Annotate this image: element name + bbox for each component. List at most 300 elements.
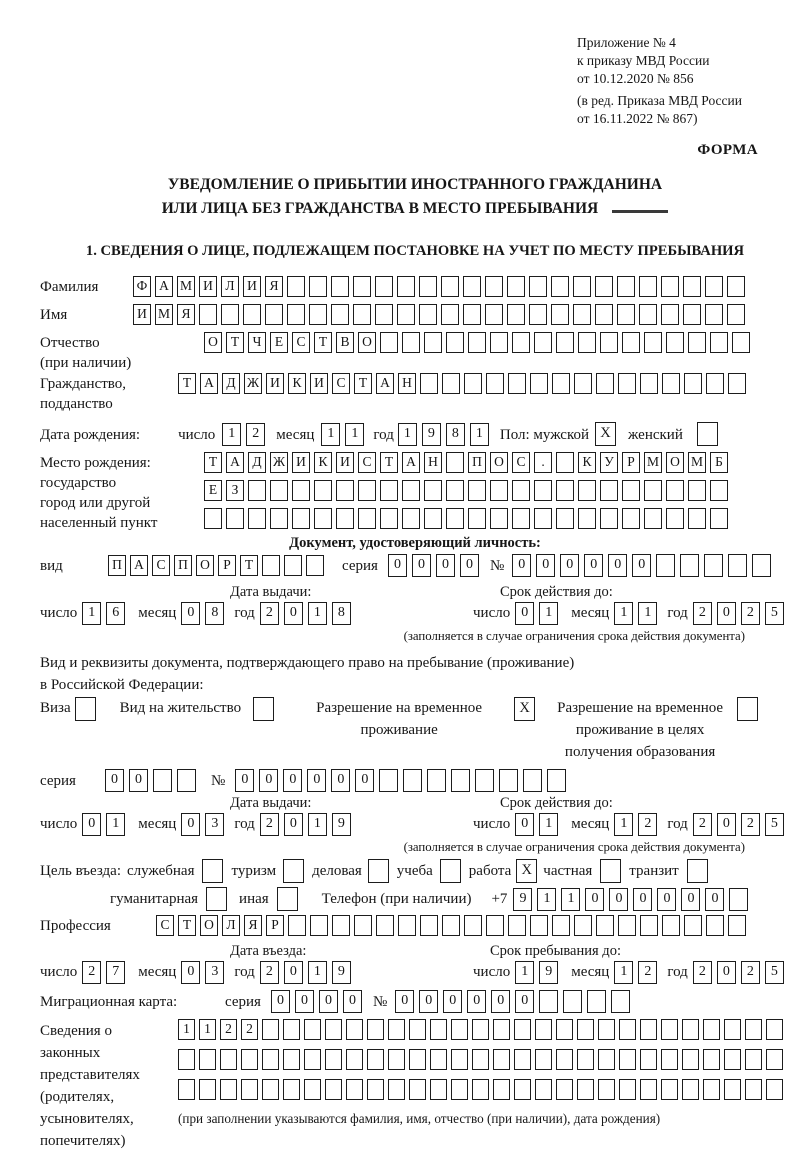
- char-cell[interactable]: 0: [284, 961, 303, 984]
- char-cell[interactable]: [380, 480, 398, 501]
- char-cell[interactable]: [336, 508, 354, 529]
- char-cell[interactable]: 3: [205, 813, 224, 836]
- char-cell[interactable]: 1: [82, 602, 101, 625]
- char-cell[interactable]: [353, 276, 371, 297]
- char-cell[interactable]: [745, 1049, 762, 1070]
- char-cell[interactable]: [600, 480, 618, 501]
- char-cell[interactable]: [644, 480, 662, 501]
- char-cell[interactable]: [728, 373, 746, 394]
- char-cell[interactable]: [468, 508, 486, 529]
- char-cell[interactable]: [703, 1079, 720, 1100]
- char-cell[interactable]: [539, 990, 558, 1013]
- purpose-other-checkbox[interactable]: [277, 887, 298, 911]
- char-cell[interactable]: [243, 304, 261, 325]
- char-cell[interactable]: Т: [178, 373, 196, 394]
- char-cell[interactable]: 2: [638, 813, 657, 836]
- char-cell[interactable]: 2: [241, 1019, 258, 1040]
- char-cell[interactable]: А: [376, 373, 394, 394]
- char-cell[interactable]: И: [199, 276, 217, 297]
- char-cell[interactable]: 5: [765, 813, 784, 836]
- char-cell[interactable]: 1: [614, 602, 633, 625]
- char-cell[interactable]: [556, 1079, 573, 1100]
- char-cell[interactable]: 0: [657, 888, 676, 911]
- char-cell[interactable]: 0: [536, 554, 555, 577]
- char-cell[interactable]: Ф: [133, 276, 151, 297]
- char-cell[interactable]: [248, 508, 266, 529]
- char-cell[interactable]: [220, 1079, 237, 1100]
- char-cell[interactable]: [375, 304, 393, 325]
- char-cell[interactable]: [287, 276, 305, 297]
- char-cell[interactable]: [534, 508, 552, 529]
- char-cell[interactable]: 0: [609, 888, 628, 911]
- char-cell[interactable]: 8: [332, 602, 351, 625]
- char-cell[interactable]: 0: [412, 554, 431, 577]
- char-cell[interactable]: 8: [446, 423, 465, 446]
- char-cell[interactable]: [732, 332, 750, 353]
- char-cell[interactable]: [446, 508, 464, 529]
- char-cell[interactable]: [464, 915, 482, 936]
- char-cell[interactable]: 0: [181, 813, 200, 836]
- char-cell[interactable]: 2: [638, 961, 657, 984]
- char-cell[interactable]: 0: [717, 961, 736, 984]
- char-cell[interactable]: 1: [321, 423, 340, 446]
- purpose-tourism-checkbox[interactable]: [283, 859, 304, 883]
- char-cell[interactable]: [427, 769, 446, 792]
- char-cell[interactable]: [248, 480, 266, 501]
- char-cell[interactable]: 0: [419, 990, 438, 1013]
- char-cell[interactable]: [514, 1049, 531, 1070]
- char-cell[interactable]: 2: [741, 602, 760, 625]
- char-cell[interactable]: О: [490, 452, 508, 473]
- char-cell[interactable]: [514, 1079, 531, 1100]
- char-cell[interactable]: [684, 373, 702, 394]
- char-cell[interactable]: [262, 1079, 279, 1100]
- char-cell[interactable]: 0: [705, 888, 724, 911]
- char-cell[interactable]: [420, 915, 438, 936]
- char-cell[interactable]: [265, 304, 283, 325]
- char-cell[interactable]: Т: [354, 373, 372, 394]
- char-cell[interactable]: А: [200, 373, 218, 394]
- char-cell[interactable]: [336, 480, 354, 501]
- char-cell[interactable]: 7: [106, 961, 125, 984]
- char-cell[interactable]: [618, 915, 636, 936]
- char-cell[interactable]: [402, 508, 420, 529]
- char-cell[interactable]: 0: [283, 769, 302, 792]
- char-cell[interactable]: [346, 1019, 363, 1040]
- char-cell[interactable]: [306, 555, 324, 576]
- purpose-business-checkbox[interactable]: [368, 859, 389, 883]
- char-cell[interactable]: [451, 1049, 468, 1070]
- char-cell[interactable]: [331, 304, 349, 325]
- char-cell[interactable]: 1: [638, 602, 657, 625]
- char-cell[interactable]: 0: [395, 990, 414, 1013]
- char-cell[interactable]: [666, 480, 684, 501]
- char-cell[interactable]: 0: [331, 769, 350, 792]
- char-cell[interactable]: [688, 332, 706, 353]
- char-cell[interactable]: 0: [82, 813, 101, 836]
- char-cell[interactable]: [472, 1019, 489, 1040]
- char-cell[interactable]: [442, 915, 460, 936]
- char-cell[interactable]: [287, 304, 305, 325]
- char-cell[interactable]: [577, 1049, 594, 1070]
- char-cell[interactable]: [512, 508, 530, 529]
- char-cell[interactable]: Р: [266, 915, 284, 936]
- char-cell[interactable]: [178, 1079, 195, 1100]
- char-cell[interactable]: [419, 276, 437, 297]
- char-cell[interactable]: [375, 276, 393, 297]
- char-cell[interactable]: [727, 304, 745, 325]
- char-cell[interactable]: [662, 915, 680, 936]
- char-cell[interactable]: [530, 915, 548, 936]
- char-cell[interactable]: [729, 888, 748, 911]
- temp-residence-edu-checkbox[interactable]: [737, 697, 758, 721]
- char-cell[interactable]: 0: [585, 888, 604, 911]
- char-cell[interactable]: [639, 304, 657, 325]
- char-cell[interactable]: 0: [307, 769, 326, 792]
- char-cell[interactable]: 1: [614, 813, 633, 836]
- char-cell[interactable]: [577, 1079, 594, 1100]
- char-cell[interactable]: [683, 304, 701, 325]
- char-cell[interactable]: [640, 1079, 657, 1100]
- char-cell[interactable]: 0: [259, 769, 278, 792]
- char-cell[interactable]: [573, 304, 591, 325]
- char-cell[interactable]: 5: [765, 602, 784, 625]
- char-cell[interactable]: С: [292, 332, 310, 353]
- char-cell[interactable]: 2: [741, 813, 760, 836]
- char-cell[interactable]: 1: [345, 423, 364, 446]
- char-cell[interactable]: К: [578, 452, 596, 473]
- char-cell[interactable]: [409, 1019, 426, 1040]
- char-cell[interactable]: [402, 332, 420, 353]
- char-cell[interactable]: [358, 508, 376, 529]
- char-cell[interactable]: Л: [221, 276, 239, 297]
- char-cell[interactable]: [397, 304, 415, 325]
- char-cell[interactable]: В: [336, 332, 354, 353]
- visa-checkbox[interactable]: [75, 697, 96, 721]
- char-cell[interactable]: [578, 480, 596, 501]
- char-cell[interactable]: [617, 304, 635, 325]
- char-cell[interactable]: [535, 1079, 552, 1100]
- char-cell[interactable]: [619, 1049, 636, 1070]
- char-cell[interactable]: [424, 480, 442, 501]
- char-cell[interactable]: [332, 915, 350, 936]
- char-cell[interactable]: [468, 332, 486, 353]
- char-cell[interactable]: 0: [512, 554, 531, 577]
- char-cell[interactable]: [600, 508, 618, 529]
- char-cell[interactable]: [388, 1019, 405, 1040]
- char-cell[interactable]: [534, 332, 552, 353]
- char-cell[interactable]: [644, 508, 662, 529]
- char-cell[interactable]: 5: [765, 961, 784, 984]
- char-cell[interactable]: 1: [470, 423, 489, 446]
- char-cell[interactable]: [314, 480, 332, 501]
- purpose-private-checkbox[interactable]: [600, 859, 621, 883]
- char-cell[interactable]: [310, 915, 328, 936]
- char-cell[interactable]: И: [243, 276, 261, 297]
- char-cell[interactable]: П: [108, 555, 126, 576]
- char-cell[interactable]: [552, 373, 570, 394]
- char-cell[interactable]: [752, 554, 771, 577]
- char-cell[interactable]: 2: [220, 1019, 237, 1040]
- char-cell[interactable]: [662, 373, 680, 394]
- char-cell[interactable]: [508, 373, 526, 394]
- char-cell[interactable]: [486, 373, 504, 394]
- char-cell[interactable]: [529, 304, 547, 325]
- char-cell[interactable]: 9: [513, 888, 532, 911]
- char-cell[interactable]: [551, 276, 569, 297]
- char-cell[interactable]: [661, 1019, 678, 1040]
- char-cell[interactable]: [578, 508, 596, 529]
- char-cell[interactable]: С: [156, 915, 174, 936]
- char-cell[interactable]: 3: [205, 961, 224, 984]
- char-cell[interactable]: [680, 554, 699, 577]
- char-cell[interactable]: 0: [105, 769, 124, 792]
- char-cell[interactable]: О: [666, 452, 684, 473]
- char-cell[interactable]: [682, 1049, 699, 1070]
- char-cell[interactable]: [573, 276, 591, 297]
- char-cell[interactable]: [451, 1019, 468, 1040]
- char-cell[interactable]: 0: [515, 602, 534, 625]
- char-cell[interactable]: А: [155, 276, 173, 297]
- char-cell[interactable]: [600, 332, 618, 353]
- char-cell[interactable]: [703, 1049, 720, 1070]
- char-cell[interactable]: [270, 480, 288, 501]
- char-cell[interactable]: 0: [717, 602, 736, 625]
- char-cell[interactable]: [640, 1019, 657, 1040]
- char-cell[interactable]: А: [226, 452, 244, 473]
- char-cell[interactable]: [221, 304, 239, 325]
- char-cell[interactable]: [574, 915, 592, 936]
- char-cell[interactable]: 0: [436, 554, 455, 577]
- char-cell[interactable]: [706, 915, 724, 936]
- char-cell[interactable]: Я: [265, 276, 283, 297]
- char-cell[interactable]: [640, 373, 658, 394]
- char-cell[interactable]: С: [152, 555, 170, 576]
- char-cell[interactable]: [367, 1049, 384, 1070]
- char-cell[interactable]: [367, 1079, 384, 1100]
- purpose-official-checkbox[interactable]: [202, 859, 223, 883]
- char-cell[interactable]: [331, 276, 349, 297]
- char-cell[interactable]: [346, 1079, 363, 1100]
- char-cell[interactable]: 0: [633, 888, 652, 911]
- char-cell[interactable]: [468, 480, 486, 501]
- char-cell[interactable]: [688, 480, 706, 501]
- char-cell[interactable]: 0: [460, 554, 479, 577]
- char-cell[interactable]: Р: [622, 452, 640, 473]
- char-cell[interactable]: 0: [717, 813, 736, 836]
- char-cell[interactable]: [710, 508, 728, 529]
- char-cell[interactable]: [262, 1019, 279, 1040]
- char-cell[interactable]: 0: [284, 813, 303, 836]
- char-cell[interactable]: К: [314, 452, 332, 473]
- char-cell[interactable]: О: [200, 915, 218, 936]
- char-cell[interactable]: [292, 480, 310, 501]
- char-cell[interactable]: [596, 373, 614, 394]
- char-cell[interactable]: [304, 1019, 321, 1040]
- char-cell[interactable]: [178, 1049, 195, 1070]
- char-cell[interactable]: И: [292, 452, 310, 473]
- char-cell[interactable]: Т: [226, 332, 244, 353]
- char-cell[interactable]: [241, 1079, 258, 1100]
- char-cell[interactable]: [523, 769, 542, 792]
- char-cell[interactable]: 0: [355, 769, 374, 792]
- char-cell[interactable]: Д: [222, 373, 240, 394]
- char-cell[interactable]: П: [174, 555, 192, 576]
- char-cell[interactable]: [424, 508, 442, 529]
- char-cell[interactable]: [325, 1049, 342, 1070]
- char-cell[interactable]: [262, 555, 280, 576]
- char-cell[interactable]: [661, 1079, 678, 1100]
- char-cell[interactable]: [379, 769, 398, 792]
- char-cell[interactable]: С: [358, 452, 376, 473]
- purpose-work-checkbox[interactable]: X: [516, 859, 537, 883]
- char-cell[interactable]: [556, 1049, 573, 1070]
- char-cell[interactable]: Т: [178, 915, 196, 936]
- char-cell[interactable]: 0: [343, 990, 362, 1013]
- char-cell[interactable]: Н: [398, 373, 416, 394]
- char-cell[interactable]: [292, 508, 310, 529]
- char-cell[interactable]: [682, 1019, 699, 1040]
- char-cell[interactable]: [463, 304, 481, 325]
- temp-residence-checkbox[interactable]: X: [514, 697, 535, 721]
- char-cell[interactable]: 1: [308, 961, 327, 984]
- char-cell[interactable]: [325, 1079, 342, 1100]
- char-cell[interactable]: [507, 276, 525, 297]
- char-cell[interactable]: [353, 304, 371, 325]
- char-cell[interactable]: [578, 332, 596, 353]
- purpose-humanitarian-checkbox[interactable]: [206, 887, 227, 911]
- char-cell[interactable]: [486, 915, 504, 936]
- char-cell[interactable]: [595, 304, 613, 325]
- char-cell[interactable]: [530, 373, 548, 394]
- char-cell[interactable]: [446, 480, 464, 501]
- char-cell[interactable]: [617, 276, 635, 297]
- char-cell[interactable]: 0: [467, 990, 486, 1013]
- char-cell[interactable]: Л: [222, 915, 240, 936]
- char-cell[interactable]: [661, 276, 679, 297]
- char-cell[interactable]: [710, 480, 728, 501]
- char-cell[interactable]: [684, 915, 702, 936]
- char-cell[interactable]: [618, 373, 636, 394]
- char-cell[interactable]: [661, 304, 679, 325]
- char-cell[interactable]: 0: [443, 990, 462, 1013]
- char-cell[interactable]: 0: [515, 990, 534, 1013]
- char-cell[interactable]: [446, 332, 464, 353]
- char-cell[interactable]: М: [177, 276, 195, 297]
- char-cell[interactable]: 2: [246, 423, 265, 446]
- char-cell[interactable]: 1: [222, 423, 241, 446]
- char-cell[interactable]: Б: [710, 452, 728, 473]
- purpose-study-checkbox[interactable]: [440, 859, 461, 883]
- char-cell[interactable]: [446, 452, 464, 473]
- char-cell[interactable]: [766, 1049, 783, 1070]
- char-cell[interactable]: [283, 1079, 300, 1100]
- char-cell[interactable]: И: [310, 373, 328, 394]
- char-cell[interactable]: С: [512, 452, 530, 473]
- char-cell[interactable]: [728, 915, 746, 936]
- char-cell[interactable]: [441, 304, 459, 325]
- char-cell[interactable]: Ж: [244, 373, 262, 394]
- char-cell[interactable]: 1: [537, 888, 556, 911]
- char-cell[interactable]: [177, 769, 196, 792]
- char-cell[interactable]: П: [468, 452, 486, 473]
- char-cell[interactable]: [728, 554, 747, 577]
- char-cell[interactable]: [388, 1079, 405, 1100]
- char-cell[interactable]: [430, 1019, 447, 1040]
- char-cell[interactable]: [409, 1049, 426, 1070]
- char-cell[interactable]: Т: [380, 452, 398, 473]
- char-cell[interactable]: 0: [181, 961, 200, 984]
- char-cell[interactable]: 2: [693, 961, 712, 984]
- char-cell[interactable]: 1: [106, 813, 125, 836]
- char-cell[interactable]: [314, 508, 332, 529]
- char-cell[interactable]: О: [204, 332, 222, 353]
- char-cell[interactable]: [283, 1019, 300, 1040]
- char-cell[interactable]: [354, 915, 372, 936]
- char-cell[interactable]: [745, 1079, 762, 1100]
- char-cell[interactable]: [493, 1079, 510, 1100]
- char-cell[interactable]: [556, 332, 574, 353]
- char-cell[interactable]: 2: [260, 961, 279, 984]
- char-cell[interactable]: [640, 915, 658, 936]
- char-cell[interactable]: [639, 276, 657, 297]
- char-cell[interactable]: 0: [491, 990, 510, 1013]
- char-cell[interactable]: [409, 1079, 426, 1100]
- char-cell[interactable]: [556, 480, 574, 501]
- char-cell[interactable]: [508, 915, 526, 936]
- char-cell[interactable]: [724, 1079, 741, 1100]
- char-cell[interactable]: 1: [398, 423, 417, 446]
- char-cell[interactable]: И: [266, 373, 284, 394]
- char-cell[interactable]: Р: [218, 555, 236, 576]
- char-cell[interactable]: М: [688, 452, 706, 473]
- char-cell[interactable]: 0: [515, 813, 534, 836]
- char-cell[interactable]: [587, 990, 606, 1013]
- char-cell[interactable]: [475, 769, 494, 792]
- char-cell[interactable]: [705, 304, 723, 325]
- sex-female-checkbox[interactable]: [697, 422, 718, 446]
- char-cell[interactable]: [346, 1049, 363, 1070]
- residence-permit-checkbox[interactable]: [253, 697, 274, 721]
- char-cell[interactable]: [683, 276, 701, 297]
- char-cell[interactable]: 1: [539, 813, 558, 836]
- char-cell[interactable]: [640, 1049, 657, 1070]
- char-cell[interactable]: [490, 332, 508, 353]
- char-cell[interactable]: 9: [332, 813, 351, 836]
- char-cell[interactable]: 1: [178, 1019, 195, 1040]
- char-cell[interactable]: 0: [608, 554, 627, 577]
- char-cell[interactable]: [463, 276, 481, 297]
- char-cell[interactable]: [547, 769, 566, 792]
- char-cell[interactable]: [419, 304, 437, 325]
- char-cell[interactable]: [204, 508, 222, 529]
- char-cell[interactable]: .: [534, 452, 552, 473]
- char-cell[interactable]: 0: [560, 554, 579, 577]
- char-cell[interactable]: [598, 1079, 615, 1100]
- char-cell[interactable]: 2: [693, 602, 712, 625]
- char-cell[interactable]: [262, 1049, 279, 1070]
- char-cell[interactable]: Е: [270, 332, 288, 353]
- char-cell[interactable]: Ч: [248, 332, 266, 353]
- char-cell[interactable]: [666, 508, 684, 529]
- char-cell[interactable]: [226, 508, 244, 529]
- char-cell[interactable]: Т: [240, 555, 258, 576]
- purpose-transit-checkbox[interactable]: [687, 859, 708, 883]
- char-cell[interactable]: [472, 1079, 489, 1100]
- char-cell[interactable]: [622, 508, 640, 529]
- char-cell[interactable]: [485, 276, 503, 297]
- char-cell[interactable]: [710, 332, 728, 353]
